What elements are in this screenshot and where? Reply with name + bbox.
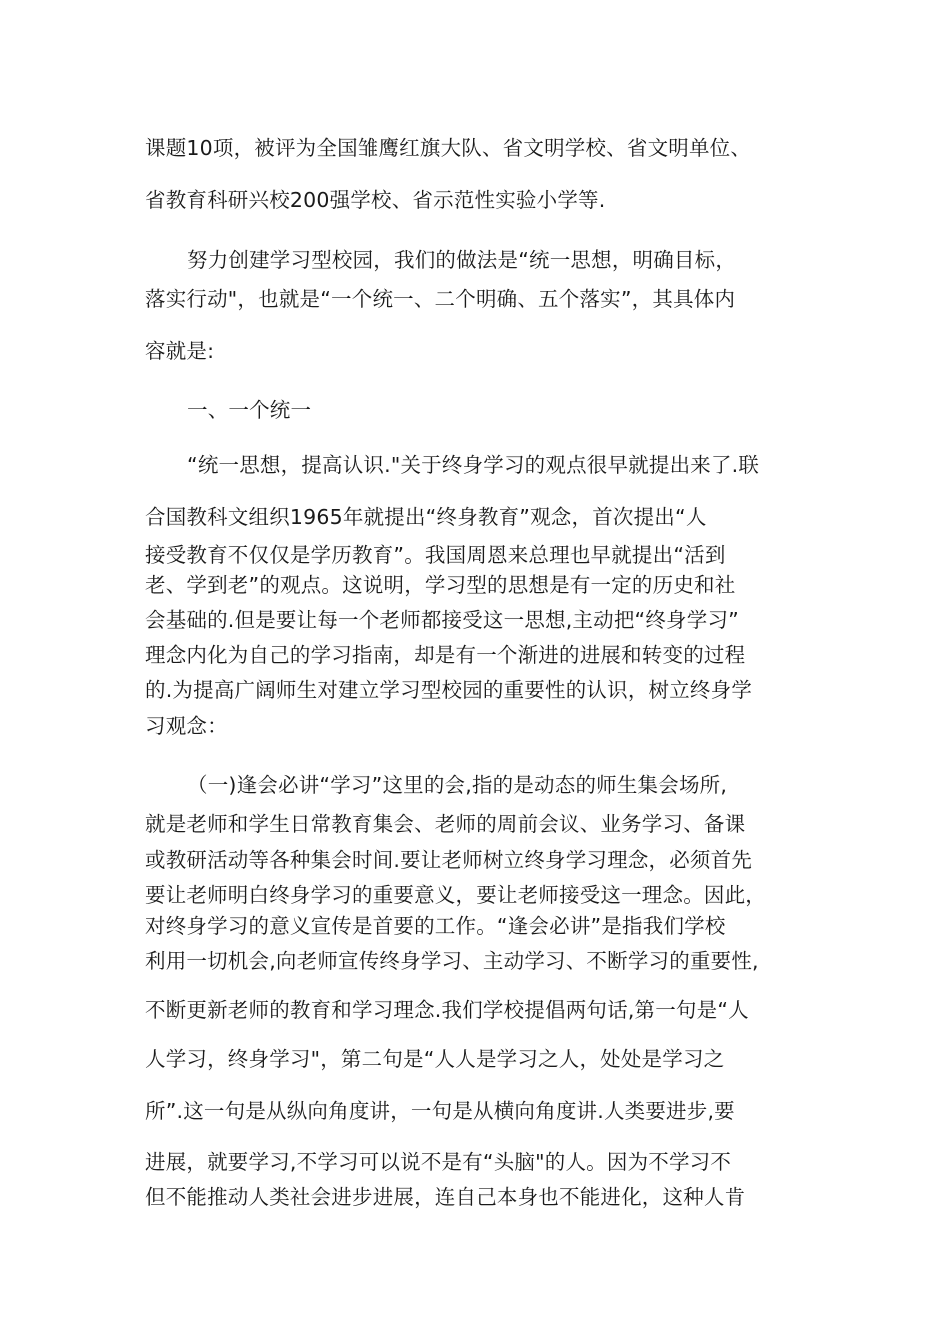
text-line: 老、学到老”的观点。这说明，学习型的思想是有一定的历史和社	[145, 573, 736, 597]
paragraph-line: “统一思想，提高认识."关于终身学习的观点很早就提出来了.联	[187, 453, 760, 477]
text-line: 合国教科文组织1965年就提出“终身教育”观念，首次提出“人	[145, 505, 707, 529]
text-line: 要让老师明白终身学习的重要意义，要让老师接受这一理念。因此，	[145, 883, 766, 907]
text-line: 习观念：	[145, 714, 228, 738]
text-line: 对终身学习的意义宣传是首要的工作。“逢会必讲”是指我们学校	[145, 914, 726, 938]
text-line: 但不能推动人类社会进步进展，连自己本身也不能进化，这种人肯	[145, 1185, 746, 1209]
subsection-heading: （一)逢会必讲“学习”这里的会,指的是动态的师生集会场所,	[187, 773, 728, 797]
text-line: 接受教育不仅仅是学历教育”。我国周恩来总理也早就提出“活到	[145, 543, 726, 567]
text-line: 利用一切机会,向老师宣传终身学习、主动学习、不断学习的重要性,	[145, 949, 759, 973]
text-line: 不断更新老师的教育和学习理念.我们学校提倡两句话,第一句是“人	[145, 998, 749, 1022]
text-line: 课题10项，被评为全国雏鹰红旗大队、省文明学校、省文明单位、	[145, 136, 752, 160]
text-line: 所”.这一句是从纵向角度讲，一句是从横向角度讲.人类要进步,要	[145, 1099, 735, 1123]
text-line: 就是老师和学生日常教育集会、老师的周前会议、业务学习、备课	[145, 812, 746, 836]
text-line: 或教研活动等各种集会时间.要让老师树立终身学习理念，必须首先	[145, 848, 753, 872]
text-line: 理念内化为自己的学习指南，却是有一个渐进的进展和转变的过程	[145, 643, 746, 667]
text-line: 进展，就要学习,不学习可以说不是有“头脑"的人。因为不学习不	[145, 1150, 732, 1174]
paragraph-line: 努力创建学习型校园，我们的做法是“统一思想，明确目标，	[187, 248, 737, 272]
text-line: 落实行动"，也就是“一个统一、二个明确、五个落实”，其具体内	[145, 287, 736, 311]
text-line: 的.为提高广阔师生对建立学习型校园的重要性的认识，树立终身学	[145, 678, 753, 702]
text-line: 容就是:	[145, 339, 215, 363]
text-line: 省教育科研兴校200强学校、省示范性实验小学等.	[145, 188, 606, 212]
section-heading: 一、一个统一	[187, 398, 312, 422]
text-line: 人学习，终身学习"，第二句是“人人是学习之人，处处是学习之	[145, 1047, 725, 1071]
text-line: 会基础的.但是要让每一个老师都接受这一思想,主动把“终身学习”	[145, 608, 739, 632]
